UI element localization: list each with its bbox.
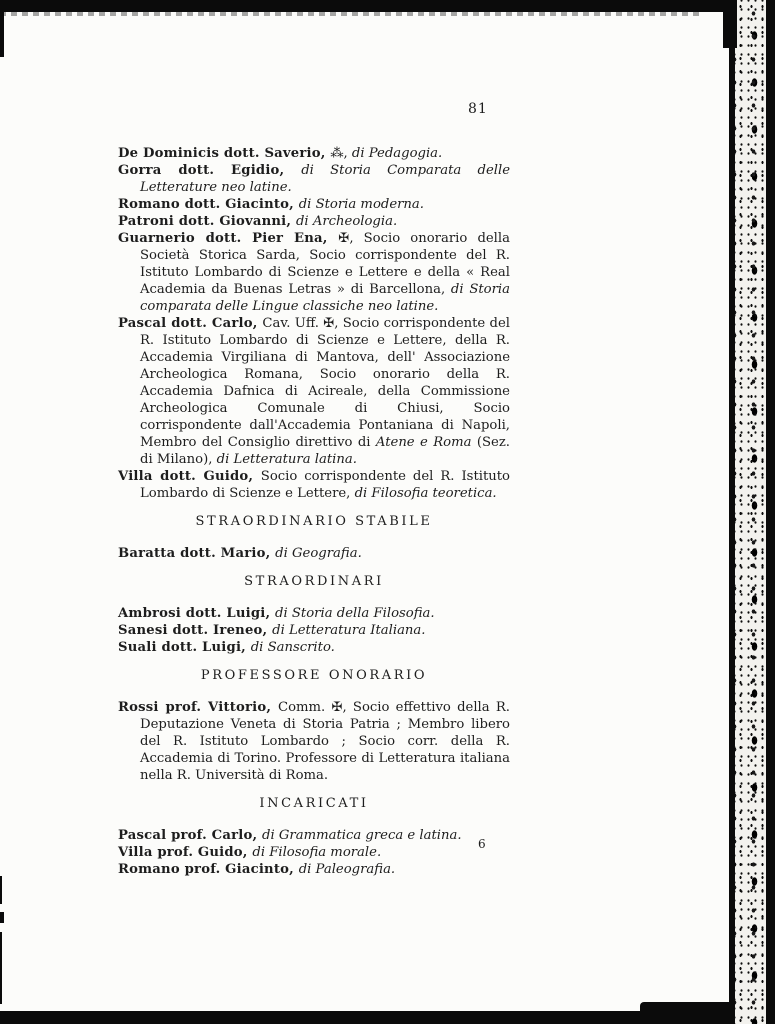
entry-decoration: ⁂, xyxy=(330,146,352,161)
entry-memberships: Socio corrispondente del R. Istituto Lombardo di Scienze e Lettere, xyxy=(140,469,510,501)
journal-title: Atene e Roma xyxy=(375,435,472,450)
entry-memberships: Comm. ✠, Socio effettivo della R. Deputazione Veneta di Storia Patria ; Membro libero del R. Istituto Lombardo ; Socio corr. della R. Accademia di Torino. Professore di Letteratura italiana nella R. Università di Roma. xyxy=(140,700,510,783)
faculty-entry xyxy=(118,622,510,639)
faculty-entry xyxy=(118,861,510,878)
section-heading: PROFESSORE ONORARIO xyxy=(200,668,428,683)
faculty-entry xyxy=(118,213,510,230)
person-name: Pascal dott. Carlo, xyxy=(118,316,263,331)
section-heading: STRAORDINARIO STABILE xyxy=(195,514,433,529)
entry-subject: di Storia moderna. xyxy=(298,197,424,212)
entry-subject: di Filosofia morale. xyxy=(252,845,382,860)
scan-edge-right xyxy=(766,0,775,1024)
faculty-entry xyxy=(118,827,510,844)
person-name: Sanesi dott. Ireneo, xyxy=(118,623,273,638)
person-name: De Dominicis dott. Saverio, xyxy=(118,146,331,161)
section-heading: INCARICATI xyxy=(259,796,369,811)
scan-left-tick xyxy=(0,9,4,57)
entry-memberships: (Sez. di Milano), xyxy=(140,435,510,467)
faculty-list xyxy=(118,145,510,878)
person-name: Romano prof. Giacinto, xyxy=(118,862,299,877)
faculty-entry xyxy=(118,639,510,656)
signature-mark: 6 xyxy=(478,837,486,851)
entry-subject: di Filosofia teoretica. xyxy=(354,486,497,501)
entry-subject: di Geografia. xyxy=(275,546,362,561)
faculty-entry xyxy=(118,844,510,861)
page-number: 81 xyxy=(468,101,488,117)
entry-subject: di Letteratura latina. xyxy=(216,452,357,467)
entry-subject: di Storia comparata delle Lingue classiche neo latine. xyxy=(140,282,510,314)
entry-memberships: Cav. Uff. ✠, Socio corrispondente del R. Istituto Lombardo di Scienze e Lettere, della R. Accademia Virgiliana di Mantova, dell' Associazione Archeologica Romana, Socio onorario della R. Accademia Dafnica di Acireale, della Commissione Archeologica Comunale di Chiusi, Socio corrispondente dall'Accademia Pontaniana di Napoli, Membro del Consiglio direttivo di xyxy=(140,316,510,450)
scan-edge-top xyxy=(0,0,775,12)
entry-subject: di Letteratura Italiana. xyxy=(272,623,426,638)
person-name: Patroni dott. Giovanni, xyxy=(118,214,296,229)
faculty-entry xyxy=(118,230,510,315)
person-name: Villa prof. Guido, xyxy=(118,845,253,860)
scan-edge-top-noise xyxy=(0,12,700,16)
person-name: Gorra dott. Egidio, xyxy=(118,163,302,178)
entry-memberships: ✠, Socio onorario della Società Storica Sarda, Socio corrispondente del R. Istituto Lombardo di Scienze e Lettere e della « Real Academia da Buenas Letras » di Barcellona, xyxy=(140,231,510,297)
scan-left-tick xyxy=(0,876,2,904)
person-name: Ambrosi dott. Luigi, xyxy=(118,606,276,621)
book-edge-speckle-gutter xyxy=(735,0,766,1024)
faculty-entry xyxy=(118,605,510,622)
person-name: Suali dott. Luigi, xyxy=(118,640,251,655)
person-name: Pascal prof. Carlo, xyxy=(118,828,263,843)
scan-spine-line xyxy=(729,0,735,1024)
entry-subject: di Storia della Filosofia. xyxy=(275,606,435,621)
person-name: Baratta dott. Mario, xyxy=(118,546,276,561)
faculty-entry xyxy=(118,545,510,562)
entry-subject: di Storia Comparata delle Letterature neo latine. xyxy=(140,163,511,195)
person-name: Guarnerio dott. Pier Ena, xyxy=(118,231,339,246)
scan-left-tick xyxy=(0,932,2,1004)
entry-subject: di Grammatica greca e latina. xyxy=(262,828,462,843)
entry-subject: di Archeologia. xyxy=(295,214,398,229)
person-name: Romano dott. Giacinto, xyxy=(118,197,299,212)
scan-left-tick xyxy=(0,912,4,923)
faculty-entry xyxy=(118,145,510,162)
faculty-entry xyxy=(118,162,510,196)
section-heading: STRAORDINARI xyxy=(244,574,384,589)
entry-subject: di Paleografia. xyxy=(298,862,396,877)
entry-subject: di Sanscrito. xyxy=(250,640,335,655)
scan-spine-line-top xyxy=(723,0,737,48)
entry-subject: di Pedagogia. xyxy=(351,146,443,161)
person-name: Rossi prof. Vittorio, xyxy=(118,700,278,715)
faculty-entry xyxy=(118,315,510,468)
person-name: Villa dott. Guido, xyxy=(118,469,261,484)
faculty-entry xyxy=(118,468,510,502)
faculty-entry xyxy=(118,699,510,784)
faculty-entry xyxy=(118,196,510,213)
